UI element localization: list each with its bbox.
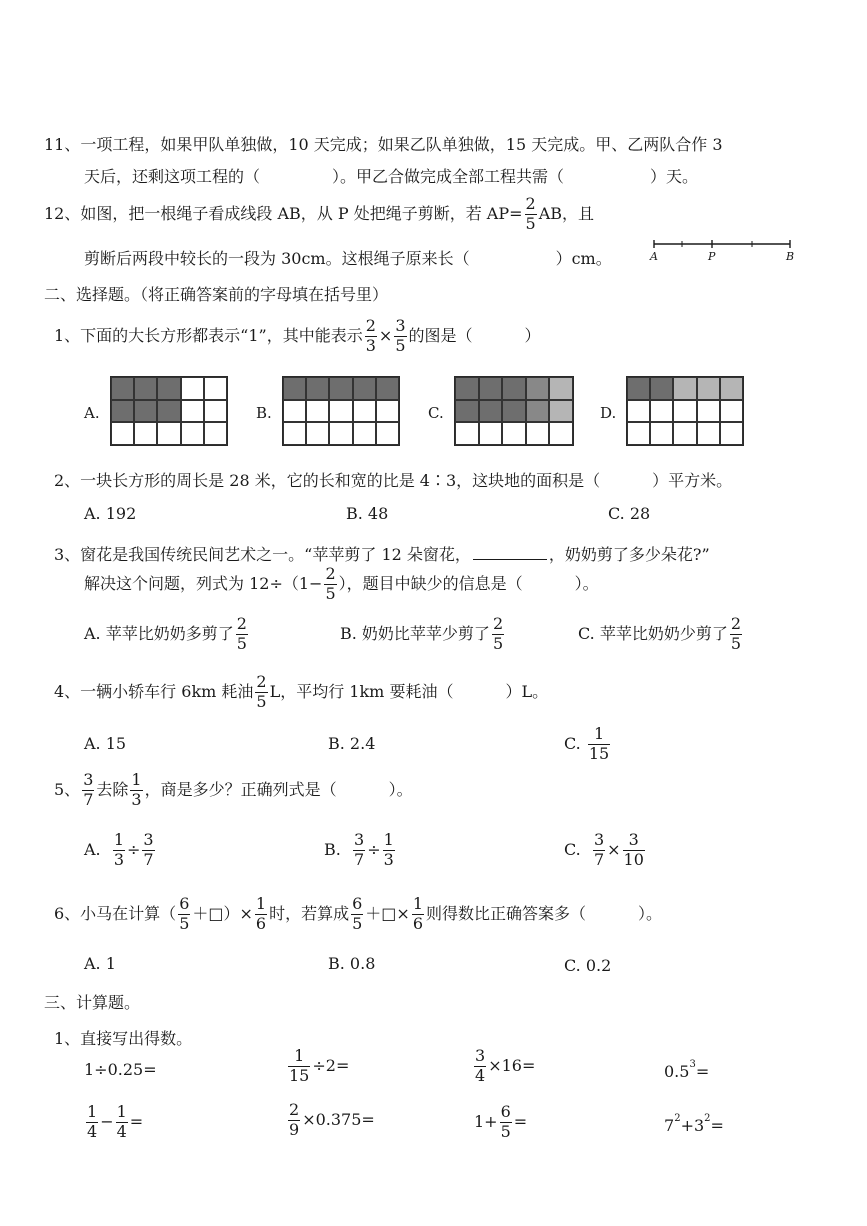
question-11-line1: 11、一项工程，如果甲队单独做，10 天完成；如果乙队单独做，15 天完成。甲、乙两队合作 3	[44, 135, 723, 154]
q11-text-a: 天后，还剩这项工程的（	[84, 167, 261, 186]
c5-option-b[interactable]	[324, 832, 397, 869]
denominator: 5	[500, 1121, 511, 1141]
calc-r1c1: 1÷0.25=	[84, 1060, 157, 1079]
numerator: 1	[255, 894, 267, 913]
numerator: 2	[236, 614, 247, 633]
fraction	[365, 318, 377, 355]
numerator: 1	[116, 1102, 127, 1121]
denominator: 3	[383, 849, 394, 869]
c5-text-end: ）。	[388, 779, 413, 799]
calc-r2c1	[84, 1104, 143, 1141]
choice-4-stem	[54, 674, 548, 711]
c2-option-b[interactable]: B. 48	[346, 504, 389, 523]
denominator: 7	[83, 789, 94, 809]
calc-base: 7	[664, 1116, 675, 1135]
denominator: 5	[179, 913, 190, 933]
fraction	[525, 196, 537, 233]
numerator: 3	[143, 830, 154, 849]
fraction	[730, 616, 742, 653]
denominator: 6	[255, 913, 267, 933]
q12-text-a: 12、如图，把一根绳子看成线段 AB，从 P 处把绳子剪断，若 AP=	[44, 203, 523, 223]
denominator: 6	[412, 913, 424, 933]
numerator: 1	[87, 1102, 98, 1121]
option-c-grid[interactable]	[454, 376, 574, 446]
point-p-label: P	[708, 250, 716, 263]
denominator: 15	[588, 743, 610, 763]
point-a-label: A	[650, 250, 658, 263]
option-b-label: B.	[256, 404, 272, 422]
numerator: 6	[179, 894, 190, 913]
c4-text-a: 4、一辆小轿车行 6km 耗油	[54, 681, 254, 701]
numerator: 1	[113, 830, 124, 849]
c2-option-a[interactable]: A. 192	[84, 504, 137, 523]
calc-r1c3	[472, 1048, 535, 1085]
c1-text-a: 1、下面的大长方形都表示“1”，其中能表示	[54, 325, 363, 345]
section-3-title: 三、计算题。	[44, 993, 141, 1012]
c3-option-c-text: C. 苹苹比奶奶少剪了	[578, 623, 728, 643]
c6-option-a[interactable]: A. 1	[84, 954, 116, 973]
denominator: 5	[236, 633, 247, 653]
c4-option-c-text: C.	[564, 733, 581, 753]
c6-text-d: ＋□×	[365, 903, 410, 923]
calc-r2c2	[286, 1102, 375, 1139]
denominator: 3	[131, 789, 142, 809]
fraction	[351, 896, 363, 933]
fraction	[86, 1104, 98, 1141]
c3-text-b: ，奶奶剪了多少朵花?”	[548, 545, 710, 564]
denominator: 4	[116, 1121, 127, 1141]
c6-text-a: 6、小马在计算（	[54, 903, 177, 923]
c3-option-b-text: B. 奶奶比苹苹少剪了	[340, 623, 490, 643]
exponent: 3	[689, 1059, 696, 1070]
section-3-sub1: 1、直接写出得数。	[54, 1029, 193, 1048]
option-d-grid[interactable]	[626, 376, 744, 446]
option-c-label: C.	[428, 404, 444, 422]
fraction	[474, 1048, 486, 1085]
times-sign: ×	[378, 325, 393, 345]
numerator: 3	[395, 316, 406, 335]
numerator: 2	[365, 316, 376, 335]
fraction	[593, 832, 605, 869]
calc-r1c2	[286, 1048, 349, 1085]
c3-option-a[interactable]	[84, 616, 250, 653]
fraction	[492, 616, 504, 653]
calc-base: 0.5	[664, 1062, 690, 1081]
c6-text-b: ＋□）×	[192, 903, 253, 923]
denominator: 5	[730, 633, 742, 653]
question-12-line2	[84, 246, 612, 269]
numerator: 2	[492, 614, 504, 633]
c4-text-c: ）L。	[505, 681, 549, 701]
denominator: 5	[256, 691, 267, 711]
exponent: 2	[674, 1113, 681, 1124]
calc-plus: +3	[680, 1116, 705, 1135]
c6-option-c[interactable]: C. 0.2	[564, 956, 612, 975]
numerator: 1	[593, 724, 605, 743]
missing-info-blank[interactable]	[473, 545, 547, 560]
fraction	[130, 772, 142, 809]
fraction	[412, 896, 424, 933]
numerator: 1	[131, 770, 142, 789]
q11-text-c: ）天。	[650, 167, 699, 186]
fraction	[353, 832, 365, 869]
numerator: 1	[383, 830, 394, 849]
c6-text-e: 则得数比正确答案多（	[426, 903, 587, 923]
option-a-label: A.	[84, 404, 100, 422]
fraction	[324, 566, 336, 603]
c6-text-c: 时，若算成	[269, 903, 350, 923]
calc-tail: =	[129, 1111, 144, 1131]
c5-option-c[interactable]	[564, 832, 647, 869]
choice-6-stem	[54, 896, 662, 933]
c3-text-e: ）。	[574, 573, 599, 593]
calc-r2c3	[474, 1104, 527, 1141]
segment-figure	[650, 238, 795, 268]
denominator: 5	[352, 913, 363, 933]
denominator: 7	[354, 849, 365, 869]
c3-option-c[interactable]	[578, 616, 744, 653]
numerator: 3	[354, 830, 365, 849]
q12-text-a2: 剪断后两段中较长的一段为 30cm。这根绳子原来长（	[84, 249, 470, 268]
fraction	[178, 896, 190, 933]
c1-text-c: ）	[524, 325, 541, 345]
segment-svg	[652, 238, 795, 268]
numerator: 3	[83, 770, 94, 789]
numerator: 2	[325, 564, 336, 583]
choice-3-line1	[54, 542, 710, 565]
c5-mid: 去除	[96, 779, 129, 799]
c3-option-a-text: A. 苹苹比奶奶多剪了	[84, 623, 234, 643]
choice-5-stem	[54, 772, 413, 809]
denominator: 3	[113, 849, 124, 869]
numerator: 2	[289, 1100, 300, 1119]
choice-1-stem	[54, 318, 541, 355]
minus-sign: −	[100, 1111, 114, 1131]
c5-option-a[interactable]	[84, 832, 157, 869]
denominator: 15	[289, 1065, 310, 1085]
denominator: 4	[475, 1065, 486, 1085]
calc-tail: ÷2=	[312, 1055, 350, 1075]
numerator: 3	[593, 830, 605, 849]
c5-option-a-label: A.	[84, 839, 101, 859]
fraction	[255, 674, 267, 711]
calc-tail: =	[695, 1062, 710, 1081]
denominator: 4	[87, 1121, 98, 1141]
calc-tail: =	[710, 1116, 724, 1135]
section-2-title: 二、选择题。（将正确答案前的字母填在括号里）	[44, 285, 389, 304]
q11-text-b: ）。甲乙合做完成全部工程共需（	[332, 167, 565, 186]
times-sign: ×	[607, 839, 621, 859]
choice-3-line2	[84, 566, 599, 603]
divide-sign: ÷	[367, 839, 381, 859]
c5-option-c-label: C.	[564, 839, 581, 859]
c2-option-c[interactable]: C. 28	[608, 504, 651, 523]
c4-option-b[interactable]: B. 2.4	[328, 734, 376, 753]
numerator: 3	[628, 830, 639, 849]
fraction	[623, 832, 645, 869]
fraction	[116, 1104, 128, 1141]
denominator: 10	[623, 849, 644, 869]
numerator: 6	[500, 1102, 511, 1121]
denominator: 5	[492, 633, 504, 653]
denominator: 3	[365, 335, 376, 355]
fraction	[236, 616, 248, 653]
calc-tail: ×16=	[488, 1055, 536, 1075]
option-a-grid[interactable]	[110, 376, 228, 446]
fraction	[82, 772, 94, 809]
fraction	[113, 832, 125, 869]
calc-tail: ×0.375=	[302, 1109, 375, 1129]
numerator: 3	[475, 1046, 486, 1065]
fraction	[288, 1102, 300, 1139]
fraction	[394, 318, 406, 355]
c5-text: ，商是多少？正确列式是（	[144, 779, 337, 799]
c3-text-d: ），题目中缺少的信息是（	[338, 573, 523, 593]
fraction	[588, 726, 610, 763]
numerator: 2	[730, 614, 742, 633]
c1-text-b: 的图是（	[408, 325, 473, 345]
fraction	[255, 896, 267, 933]
numerator: 2	[256, 672, 267, 691]
c5-option-b-label: B.	[324, 839, 341, 859]
calc-r2c4	[664, 1113, 724, 1135]
c3-text-c: 解决这个问题，列式为 12÷（1−	[84, 573, 323, 593]
denominator: 5	[395, 335, 406, 355]
denominator: 5	[525, 213, 536, 233]
denominator: 7	[143, 849, 154, 869]
denominator: 7	[593, 849, 605, 869]
calc-r1c4	[664, 1059, 710, 1081]
numerator: 1	[294, 1046, 305, 1065]
fraction	[500, 1104, 512, 1141]
question-12-line1	[44, 196, 594, 233]
fraction	[142, 832, 154, 869]
q12-text-b: AB，且	[538, 203, 595, 223]
exponent: 2	[704, 1113, 711, 1124]
c4-option-a[interactable]: A. 15	[84, 734, 127, 753]
option-d-label: D.	[600, 404, 617, 422]
c3-option-b[interactable]	[340, 616, 506, 653]
c3-text-a: 3、窗花是我国传统民间艺术之一。“苹苹剪了 12 朵窗花，	[54, 545, 471, 564]
q12-text-b2: ）cm。	[555, 249, 612, 268]
denominator: 9	[289, 1119, 300, 1139]
c4-option-c[interactable]	[564, 726, 612, 763]
denominator: 5	[325, 583, 336, 603]
numerator: 6	[352, 894, 363, 913]
calc-tail: =	[513, 1111, 528, 1131]
calc-head: 1+	[474, 1111, 498, 1131]
numerator: 2	[525, 194, 536, 213]
numerator: 1	[412, 894, 424, 913]
fraction	[383, 832, 395, 869]
question-11-line2	[84, 164, 698, 187]
choice-2-stem	[54, 468, 732, 491]
option-b-grid[interactable]	[282, 376, 400, 446]
c2-text-end: ）平方米。	[652, 471, 733, 490]
c6-text-f: ）。	[638, 903, 663, 923]
c2-text: 2、一块长方形的周长是 28 米，它的长和宽的比是 4∶3，这块地的面积是（	[54, 471, 601, 490]
point-b-label: B	[786, 250, 795, 263]
c4-text-b: L，平均行 1km 要耗油（	[269, 681, 454, 701]
divide-sign: ÷	[127, 839, 141, 859]
c6-option-b[interactable]: B. 0.8	[328, 954, 376, 973]
fraction	[288, 1048, 310, 1085]
c5-prefix: 5、	[54, 779, 81, 799]
